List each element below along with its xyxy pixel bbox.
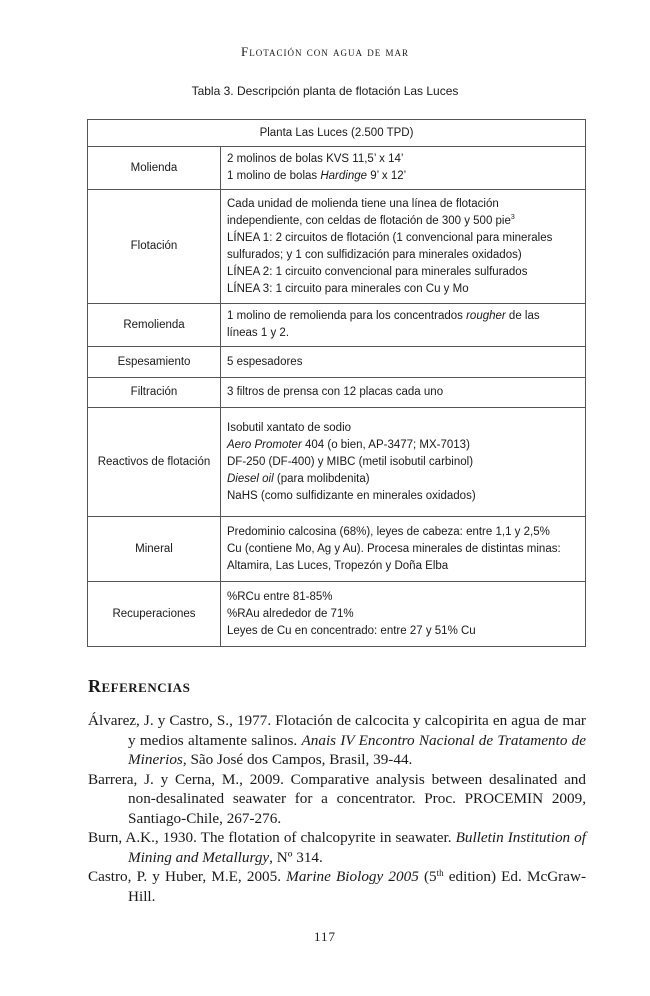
table-row [88,304,586,347]
text-run: Burn, A.K., 1930. The flotation of chalcopyrite in seawater. [88,829,456,846]
row-label: Espesamiento [88,347,221,378]
row-description [221,517,586,582]
italic-text: Anais IV Encontro Nacional de Tratamento de Minerios [128,731,586,768]
text-run: (5 [418,868,437,885]
text-run: LÍNEA 1: 2 circuitos de flotación (1 convencional para minerales [227,231,553,244]
text-run: Altamira, Las Luces, Tropezón y Doña Elba [227,559,449,572]
row-description [221,190,586,304]
text-run: DF-250 (DF-400) y MIBC (metil isobutil carbinol) [227,455,474,468]
table-row [88,517,586,582]
text-run: 9’ x 12’ [367,170,407,182]
text-run: 3 filtros de prensa con 12 placas cada uno [227,386,444,398]
italic-text: Aero Promoter [227,438,302,451]
text-run: 2 molinos de bolas KVS 11,5’ x 14’ [227,153,404,165]
table-row [88,147,586,190]
description-line [227,230,579,247]
table-row [88,408,586,517]
table-row [88,582,586,647]
text-run: Álvarez, J. y Castro, S., 1977. Flotación de calcocita y calcopirita en agua de mar y medios altamente salinos. [88,712,586,749]
text-run: independiente, con celdas de flotación de 300 y 500 pie [227,214,511,227]
description-line [227,247,579,264]
text-run: , São José dos Campos, Brasil, 39-44. [182,751,413,768]
description-line [227,589,579,606]
superscript-text: 3 [510,213,515,221]
text-run: Cu (contiene Mo, Ag y Au). Procesa minerales de distintas minas: [227,542,561,555]
italic-text: rougher [466,310,506,322]
text-run: LÍNEA 2: 1 circuito convencional para minerales sulfurados [227,265,528,278]
description-line [227,524,579,541]
references-list [88,711,586,906]
reference-item [88,867,586,906]
references-heading: Referencias [88,676,191,696]
description-line [227,488,579,505]
text-run: de las [505,310,540,322]
description-line [227,420,579,437]
description-line [227,308,579,325]
description-line [227,606,579,623]
text-run: , Nº 314. [269,848,323,866]
description-line [227,213,579,230]
row-description [221,147,586,190]
reference-item [88,711,586,770]
row-description [221,408,586,517]
text-run: LÍNEA 3: 1 circuito para minerales con Cu y Mo [227,282,469,295]
text-run: 404 (o bien, AP-3477; MX-7013) [301,438,470,451]
description-line [227,384,579,401]
text-run: sulfurados; y 1 con sulfidización para minerales oxidados) [227,248,522,261]
description-line [227,354,579,371]
row-description [221,378,586,408]
text-run: 1 molino de remolienda para los concentrados [227,310,467,322]
description-line [227,168,579,185]
text-run: %RCu entre 81-85% [227,590,333,603]
text-run: %RAu alrededor de 71% [227,607,354,620]
italic-text: Bulletin Institution of Mining and Metallurgy [128,829,586,866]
italic-text: Diesel oil [227,472,274,485]
row-label: Flotación [88,190,221,304]
table-header: Planta Las Luces (2.500 TPD) [88,120,586,147]
description-line [227,558,579,575]
row-label: Reactivos de flotación [88,408,221,517]
row-label: Molienda [88,147,221,190]
description-line [227,151,579,168]
row-label: Remolienda [88,304,221,347]
table-row [88,347,586,378]
plant-description-table [87,119,586,647]
text-run: Predominio calcosina (68%), leyes de cabeza: entre 1,1 y 2,5% [227,525,550,538]
description-line [227,325,579,342]
description-line [227,264,579,281]
row-description [221,304,586,347]
text-run: Cada unidad de molienda tiene una línea de flotación [227,197,499,210]
text-run: (para molibdenita) [273,472,370,485]
text-run: Castro, P. y Huber, M.E, 2005. [88,868,287,885]
italic-text: Hardinge [320,170,368,182]
table-row [88,190,586,304]
text-run: Barrera, J. y Cerna, M., 2009. Comparative analysis between desalinated and non-desalinated seawater for a concentrator. Proc. PROCEMIN 2009, Santiago-Chile, 267-276. [88,770,586,827]
description-line [227,196,579,213]
row-label: Mineral [88,517,221,582]
row-label: Filtración [88,378,221,408]
description-line [227,454,579,471]
table-row [88,378,586,408]
table-caption: Tabla 3. Descripción planta de flotación Las Luces [191,84,459,98]
table-header-row [88,120,586,147]
text-run: NaHS (como sulfidizante en minerales oxidados) [227,489,476,502]
page-number: 117 [313,929,337,944]
description-line [227,541,579,558]
text-run: edition) Ed. McGraw-Hill. [128,868,587,905]
description-line [227,437,579,454]
description-line [227,623,579,640]
row-description [221,582,586,647]
reference-item [88,770,586,829]
italic-text: Marine Biology 2005 [286,868,419,885]
text-run: Isobutil xantato de sodio [227,421,352,434]
text-run: Leyes de Cu en concentrado: entre 27 y 51% Cu [227,624,476,637]
text-run: 1 molino de bolas [227,170,321,182]
description-line [227,471,579,488]
reference-item [88,828,586,867]
text-run: 5 espesadores [227,355,303,368]
row-label: Recuperaciones [88,582,221,647]
running-head: Flotación con agua de mar [240,44,409,59]
description-line [227,281,579,298]
superscript-text: th [436,868,444,878]
text-run: líneas 1 y 2. [227,327,290,339]
row-description [221,347,586,378]
